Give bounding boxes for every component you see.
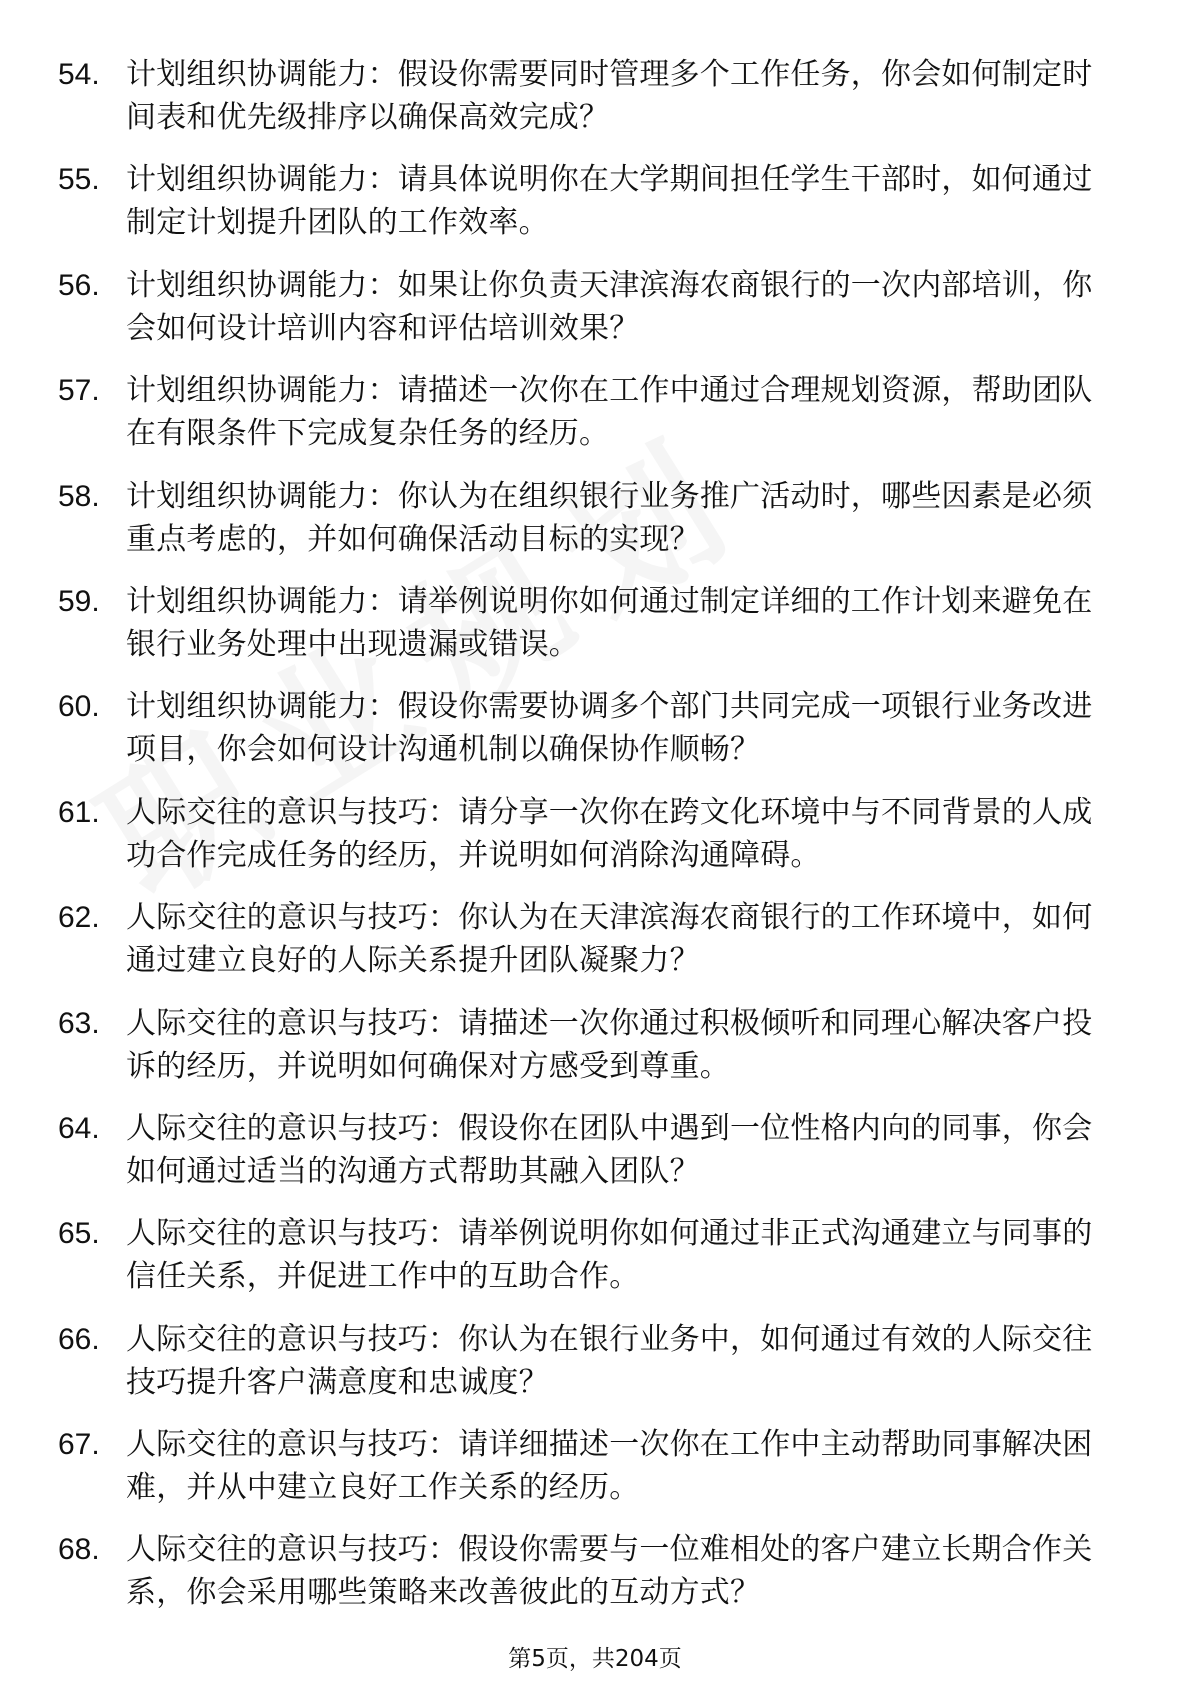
question-number: 65. bbox=[58, 1217, 100, 1251]
question-number: 58. bbox=[58, 479, 100, 513]
question-item bbox=[58, 264, 1118, 350]
question-item bbox=[58, 53, 1118, 139]
page-indicator: 第5页，共204页 bbox=[508, 1646, 682, 1672]
question-item bbox=[58, 1318, 1118, 1404]
question-number: 59. bbox=[58, 584, 100, 618]
question-item bbox=[58, 791, 1118, 877]
question-text: 计划组织协调能力：如果让你负责天津滨海农商银行的一次内部培训，你会如何设计培训内容和评估培训效果？ bbox=[126, 267, 1093, 346]
question-number: 55. bbox=[58, 163, 100, 197]
question-item bbox=[58, 1107, 1118, 1193]
question-text: 人际交往的意识与技巧：请详细描述一次你在工作中主动帮助同事解决困难，并从中建立良好工作关系的经历。 bbox=[126, 1427, 1093, 1506]
question-item bbox=[58, 1212, 1118, 1298]
question-number: 64. bbox=[58, 1111, 100, 1145]
question-text: 人际交往的意识与技巧：假设你需要与一位难相处的客户建立长期合作关系，你会采用哪些策略来改善彼此的互动方式？ bbox=[126, 1532, 1093, 1611]
question-number: 57. bbox=[58, 374, 100, 408]
question-text: 人际交往的意识与技巧：请分享一次你在跨文化环境中与不同背景的人成功合作完成任务的经历，并说明如何消除沟通障碍。 bbox=[126, 794, 1093, 873]
question-item bbox=[58, 896, 1118, 982]
question-text: 计划组织协调能力：请具体说明你在大学期间担任学生干部时，如何通过制定计划提升团队的工作效率。 bbox=[126, 162, 1093, 241]
question-text: 计划组织协调能力：请描述一次你在工作中通过合理规划资源，帮助团队在有限条件下完成复杂任务的经历。 bbox=[126, 373, 1093, 452]
question-item bbox=[58, 1528, 1118, 1614]
question-item bbox=[58, 1423, 1118, 1509]
question-item bbox=[58, 685, 1118, 771]
question-text: 人际交往的意识与技巧：请描述一次你通过积极倾听和同理心解决客户投诉的经历，并说明如何确保对方感受到尊重。 bbox=[126, 1005, 1093, 1084]
question-number: 68. bbox=[58, 1533, 100, 1567]
question-number: 61. bbox=[58, 795, 100, 829]
question-text: 人际交往的意识与技巧：你认为在天津滨海农商银行的工作环境中，如何通过建立良好的人际关系提升团队凝聚力？ bbox=[126, 900, 1093, 979]
question-number: 56. bbox=[58, 268, 100, 302]
question-item bbox=[58, 1002, 1118, 1088]
question-item bbox=[58, 580, 1118, 666]
question-item bbox=[58, 475, 1118, 561]
question-number: 54. bbox=[58, 58, 100, 91]
question-item bbox=[58, 369, 1118, 455]
question-number: 63. bbox=[58, 1006, 100, 1040]
question-item bbox=[58, 158, 1118, 244]
question-number: 67. bbox=[58, 1428, 100, 1462]
question-number: 60. bbox=[58, 690, 100, 724]
question-text: 计划组织协调能力：假设你需要协调多个部门共同完成一项银行业务改进项目，你会如何设计沟通机制以确保协作顺畅？ bbox=[126, 689, 1093, 768]
question-number: 62. bbox=[58, 901, 100, 935]
question-text: 人际交往的意识与技巧：你认为在银行业务中，如何通过有效的人际交往技巧提升客户满意度和忠诚度？ bbox=[126, 1321, 1093, 1400]
question-text: 计划组织协调能力：请举例说明你如何通过制定详细的工作计划来避免在银行业务处理中出现遗漏或错误。 bbox=[126, 583, 1093, 662]
question-text: 人际交往的意识与技巧：假设你在团队中遇到一位性格内向的同事，你会如何通过适当的沟通方式帮助其融入团队？ bbox=[126, 1110, 1093, 1189]
question-text: 计划组织协调能力：你认为在组织银行业务推广活动时，哪些因素是必须重点考虑的，并如何确保活动目标的实现？ bbox=[126, 478, 1093, 557]
question-text: 人际交往的意识与技巧：请举例说明你如何通过非正式沟通建立与同事的信任关系，并促进工作中的互助合作。 bbox=[126, 1216, 1093, 1295]
question-text: 计划组织协调能力：假设你需要同时管理多个工作任务，你会如何制定时间表和优先级排序以确保高效完成？ bbox=[126, 57, 1093, 135]
question-number: 66. bbox=[58, 1322, 100, 1356]
question-list bbox=[58, 53, 1118, 1634]
